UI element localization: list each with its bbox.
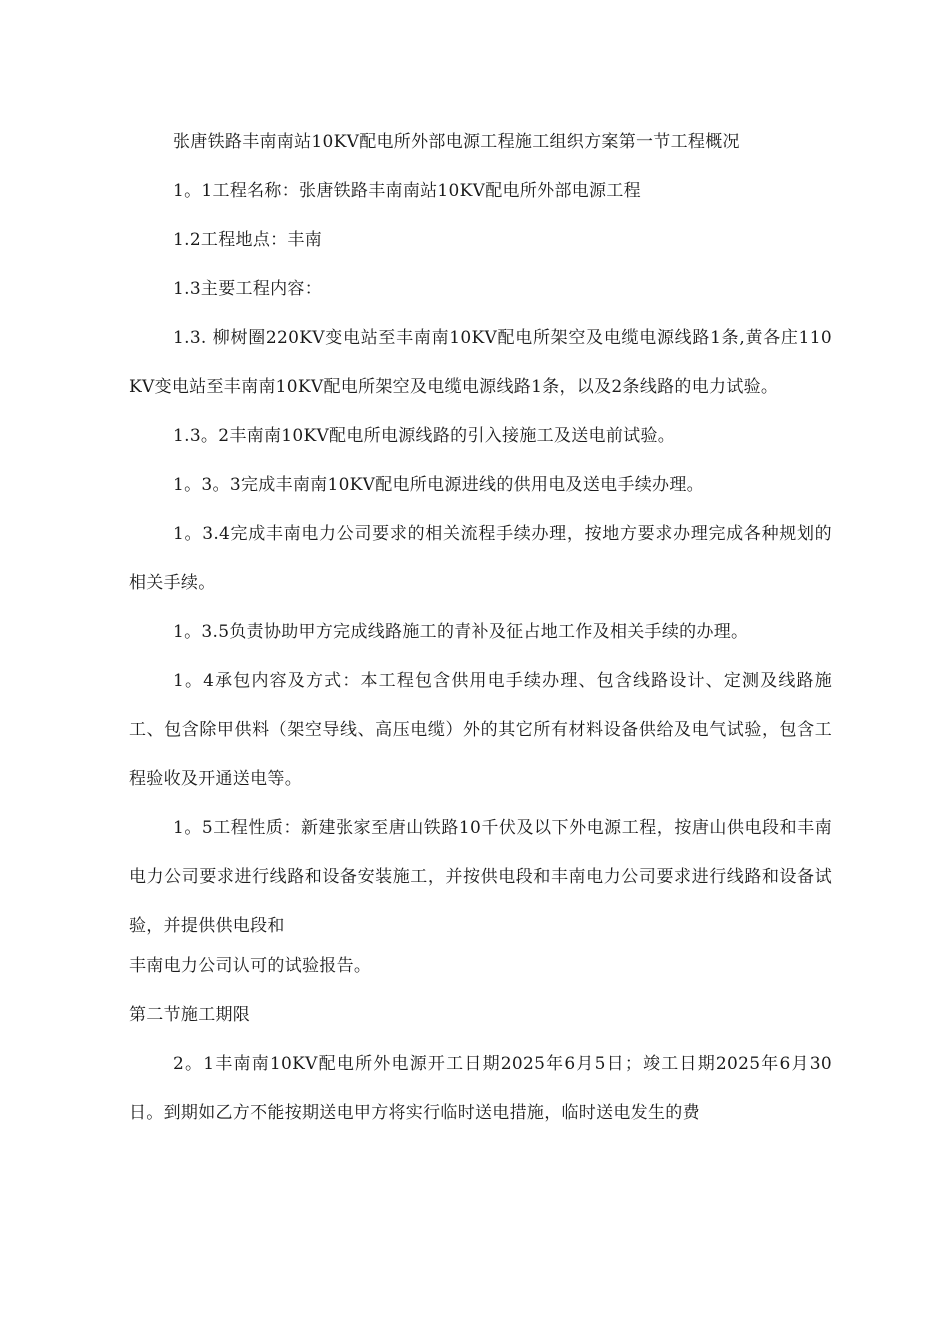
- document-title-line: 张唐铁路丰南南站10KV配电所外部电源工程施工组织方案第一节工程概况: [173, 132, 740, 152]
- paragraph-project-location: 1.2工程地点：丰南: [173, 230, 323, 250]
- paragraph-item-1-3: 1.3. 柳树圈220KV变电站至丰南南10KV配电所架空及电缆电源线路1条,黄各庄110KV变电站至丰南南10KV配电所架空及电缆电源线路1条，以及2条线路的电力试验。: [129, 328, 832, 397]
- paragraph-item-1-3-4: 1。3.4完成丰南电力公司要求的相关流程手续办理，按地方要求办理完成各种规划的相关手续。: [129, 524, 832, 593]
- paragraph-test-report: 丰南电力公司认可的试验报告。: [129, 956, 372, 976]
- document-body: [129, 118, 832, 1138]
- paragraph-main-content-heading: 1.3主要工程内容：: [173, 279, 323, 299]
- paragraph-item-1-3-5: 1。3.5负责协助甲方完成线路施工的青补及征占地工作及相关手续的办理。: [173, 622, 749, 642]
- paragraph-project-nature: 1。5工程性质：新建张家至唐山铁路10千伏及以下外电源工程，按唐山供电段和丰南电力公司要求进行线路和设备安装施工，并按供电段和丰南电力公司要求进行线路和设备试验，并提供供电段和: [129, 818, 832, 936]
- paragraph-item-1-3-3: 1。3。3完成丰南南10KV配电所电源进线的供用电及送电手续办理。: [173, 475, 704, 495]
- section-heading-construction-period: 第二节施工期限: [129, 1005, 251, 1025]
- paragraph-schedule: 2。1丰南南10KV配电所外电源开工日期2025年6月5日；竣工日期2025年6月30日。到期如乙方不能按期送电甲方将实行临时送电措施，临时送电发生的费: [129, 1054, 832, 1123]
- paragraph-item-1-3-2: 1.3。2丰南南10KV配电所电源线路的引入接施工及送电前试验。: [173, 426, 676, 446]
- paragraph-project-name: 1。1工程名称：张唐铁路丰南南站10KV配电所外部电源工程: [173, 181, 641, 201]
- paragraph-contract-scope: 1。4承包内容及方式：本工程包含供用电手续办理、包含线路设计、定测及线路施工、包含除甲供料（架空导线、高压电缆）外的其它所有材料设备供给及电气试验，包含工程验收及开通送电等。: [129, 671, 832, 789]
